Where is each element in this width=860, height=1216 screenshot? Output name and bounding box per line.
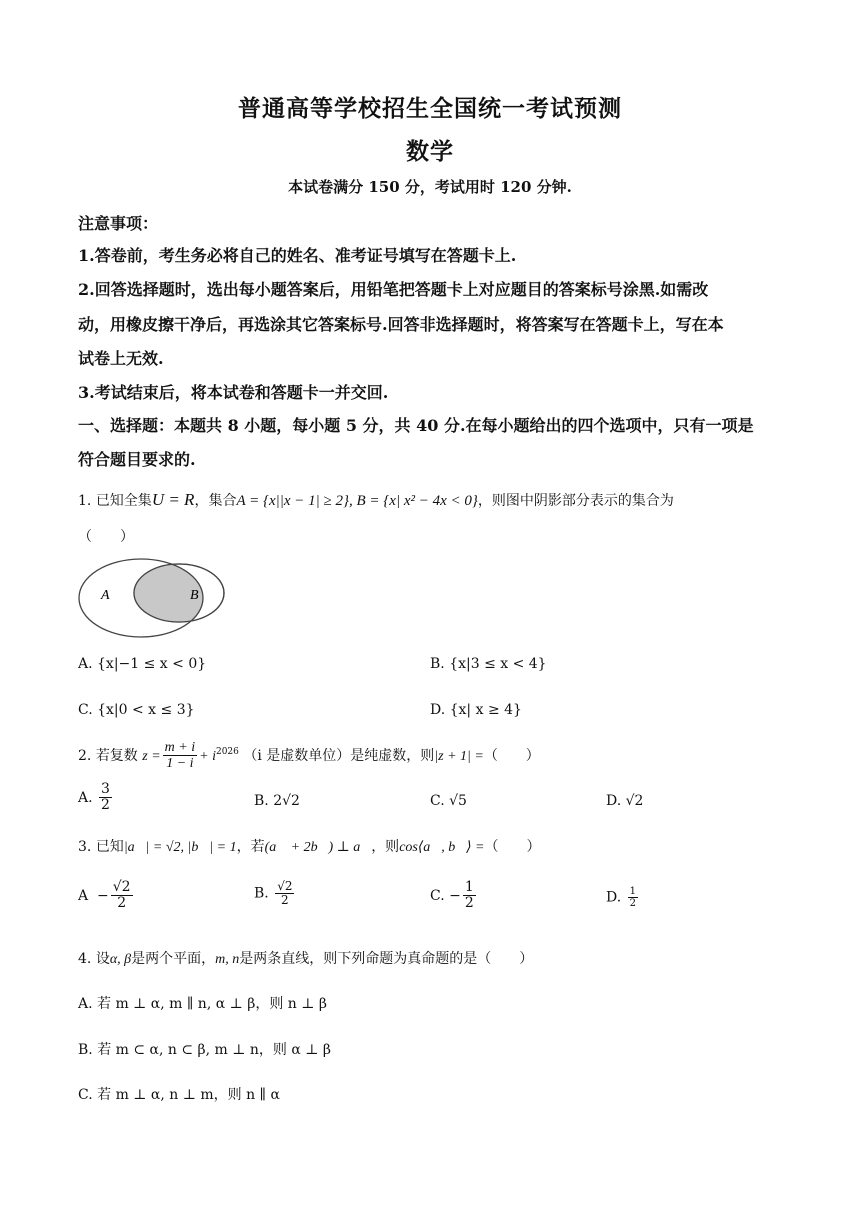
set-b-label: B: [190, 588, 199, 603]
note-item-2-line-2: 动，用橡皮擦干净后，再选涂其它答案标号.回答非选择题时，将答案写在答题卡上，写在本: [78, 315, 724, 334]
q3-option-a[interactable]: A − $\frac{√2}{2}$: [78, 879, 131, 912]
q1-option-c[interactable]: C. {x|0 < x ≤ 3}: [78, 702, 195, 718]
question-text: 已知全集: [95, 493, 152, 509]
fraction: $\frac{√2}{2}$: [112, 879, 131, 912]
notes-heading: 注意事项：: [78, 214, 159, 233]
fraction: $\frac{m + i}{1 - i}$: [164, 740, 196, 772]
subject-title: 数学: [406, 138, 454, 165]
question-number: 2.: [78, 747, 92, 764]
question-3: 3. 已知|a⃗| = √2, |b⃗| = 1，若(a⃗ + 2b⃗) ⊥ a⃗，则cos⟨a⃗, b⃗⟩ =（ ）: [78, 839, 541, 855]
q4-option-b[interactable]: B. 若 m ⊂ α, n ⊂ β, m ⊥ n，则 α ⊥ β: [78, 1042, 331, 1058]
note-item-2-line-3: 试卷上无效.: [78, 349, 164, 368]
note-item-3: 3.考试结束后，将本试卷和答题卡一并交回.: [78, 383, 389, 402]
section-heading-line-2: 符合题目要求的.: [78, 450, 196, 469]
q3-option-d[interactable]: D. $\frac{1}{2}$: [606, 886, 637, 909]
question-1: 1. 已知全集U = R，集合A = {x||x − 1| ≥ 2}, B = {x| x² − 4x < 0}，则图中阴影部分表示的集合为: [78, 490, 674, 509]
q3-option-c[interactable]: C. − $\frac{1}{2}$: [430, 879, 474, 912]
question-number: 1.: [78, 493, 92, 509]
fraction: $\frac{1}{2}$: [629, 886, 637, 909]
math-expression: U = R: [151, 490, 195, 509]
q2-option-c[interactable]: C. √5: [430, 793, 467, 809]
q4-option-a[interactable]: A. 若 m ⊥ α, m ∥ n, α ⊥ β，则 n ⊥ β: [78, 996, 327, 1012]
exam-title: 普通高等学校招生全国统一考试预测: [238, 95, 622, 122]
q3-option-b[interactable]: B. $\frac{√2}{2}$: [254, 879, 293, 908]
q2-option-a[interactable]: A. $\frac{3}{2}$: [78, 781, 110, 814]
q1-option-d[interactable]: D. {x| x ≥ 4}: [430, 702, 522, 718]
section-heading-line-1: 一、选择题：本题共 8 小题，每小题 5 分，共 40 分.在每小题给出的四个选项中，只有一项是: [78, 416, 754, 435]
answer-paren: （ ）: [78, 529, 134, 545]
question-number: 3.: [78, 839, 92, 855]
q2-option-d[interactable]: D. √2: [606, 793, 644, 809]
note-item-1: 1.答卷前，考生务必将自己的姓名、准考证号填写在答题卡上.: [78, 246, 517, 265]
q2-option-b[interactable]: B. 2√2: [254, 793, 300, 809]
question-4: 4. 设α, β是两个平面，m, n是两条直线，则下列命题为真命题的是（ ）: [78, 951, 534, 967]
question-2: 2. 若复数 z = $\frac{m + i}{1 - i}$ + $i^{2026}$ （i 是虚数单位）是纯虚数，则|z + 1| =（ ）: [78, 740, 540, 772]
fraction: $\frac{3}{2}$: [101, 781, 110, 814]
fraction: $\frac{√2}{2}$: [277, 879, 293, 908]
note-item-2-line-1: 2.回答选择题时，选出每小题答案后，用铅笔把答题卡上对应题目的答案标号涂黑.如需改: [78, 280, 709, 299]
exam-info: 本试卷满分 150 分，考试用时 120 分钟.: [288, 178, 572, 196]
q4-option-c[interactable]: C. 若 m ⊥ α, n ⊥ m，则 n ∥ α: [78, 1087, 280, 1103]
fraction: $\frac{1}{2}$: [464, 879, 474, 912]
math-expression: A = {x||x − 1| ≥ 2}, B = {x| x² − 4x < 0}: [236, 493, 478, 509]
q1-option-a[interactable]: A. {x|−1 ≤ x < 0}: [78, 656, 207, 672]
set-a-label: A: [101, 588, 110, 603]
question-number: 4.: [78, 951, 92, 967]
q1-option-b[interactable]: B. {x|3 ≤ x < 4}: [430, 656, 547, 672]
venn-diagram: [76, 556, 228, 640]
